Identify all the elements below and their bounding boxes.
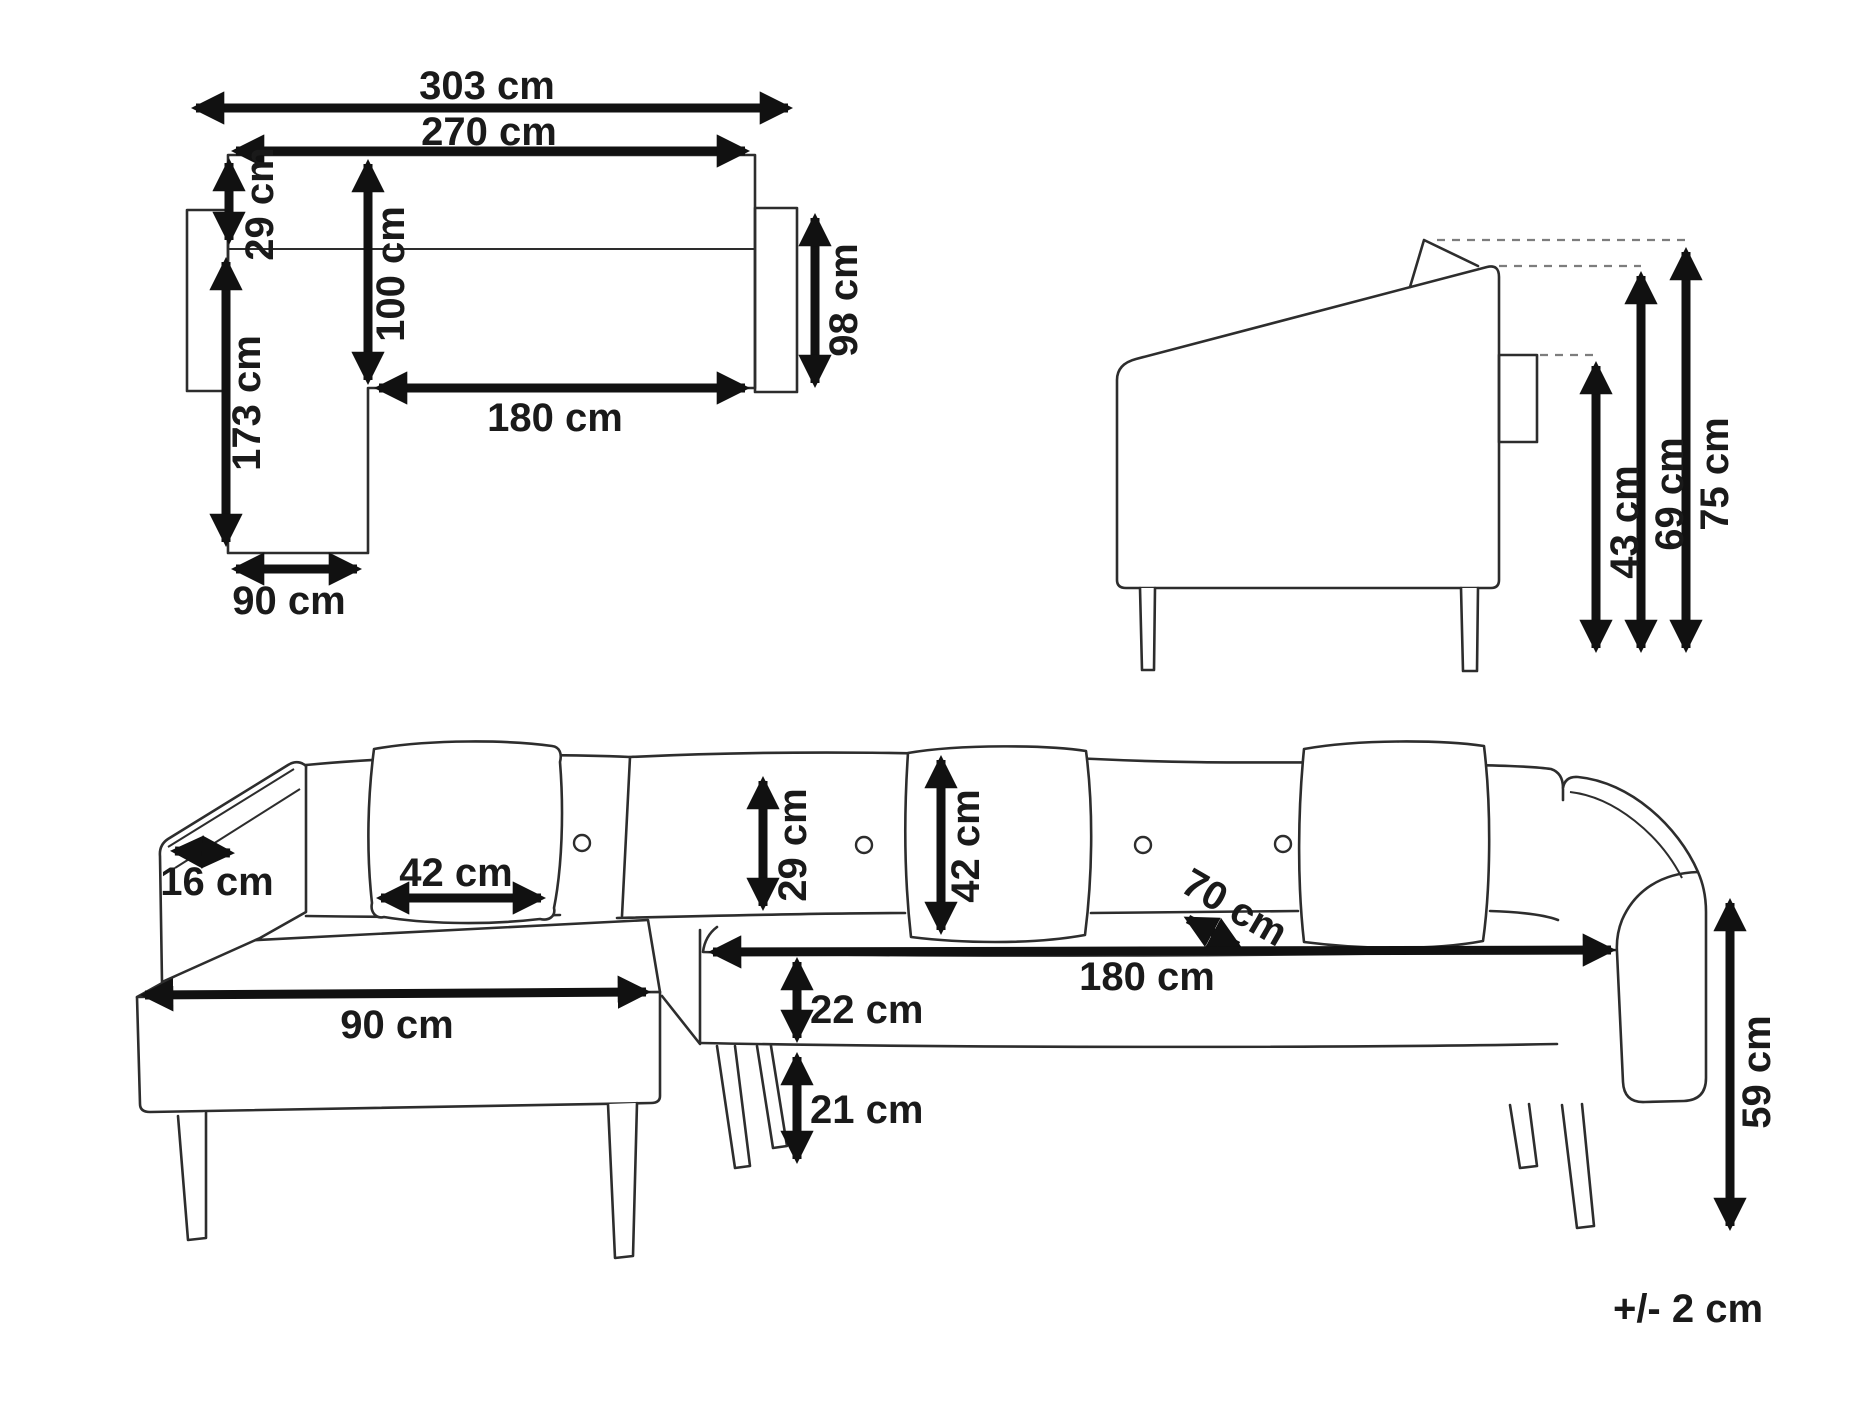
front-view — [137, 741, 1779, 1258]
front-base-corner — [662, 996, 700, 1044]
dim-label-back-cushion-height: 29 cm — [771, 788, 815, 902]
sofa-leg-right-front — [1562, 1104, 1594, 1228]
dim-label-armrest-height: 59 cm — [1735, 1015, 1779, 1129]
dim-label-backrest-depth: 29 cm — [238, 147, 282, 261]
top-view — [187, 64, 866, 623]
plan-body-outline — [228, 155, 755, 553]
dim-label-total-height: 75 cm — [1693, 417, 1737, 531]
dim-label-chaise-length: 173 cm — [225, 335, 269, 471]
front-backrest-bottom-mid — [617, 913, 905, 918]
side-headrest-flap — [1410, 240, 1478, 287]
dim-arrow-seat-width-front — [713, 950, 1611, 952]
dim-label-seat-depth: 70 cm — [1174, 860, 1295, 956]
sofa-leg-mid-back — [757, 1046, 787, 1148]
dim-label-inner-width: 270 cm — [421, 110, 557, 154]
dim-label-side-depth: 98 cm — [822, 243, 866, 357]
side-leg-right — [1461, 588, 1478, 671]
chaise-leg-right — [608, 1103, 637, 1258]
front-base-bottom — [700, 1043, 1557, 1047]
dim-label-armrest-width: 16 cm — [160, 860, 274, 904]
plan-right-armrest — [755, 208, 797, 392]
dim-label-pillow-height: 42 cm — [944, 789, 988, 903]
side-leg-left — [1140, 588, 1155, 670]
dim-label-base-height: 22 cm — [810, 988, 924, 1032]
pillow-right — [1299, 741, 1489, 947]
front-backrest-bottom-end — [1490, 911, 1558, 920]
dim-label-seat-height: 43 cm — [1603, 465, 1647, 579]
front-backrest-seam — [622, 757, 630, 916]
pillow-middle — [905, 746, 1091, 942]
dim-label-total-width: 303 cm — [419, 64, 555, 108]
dim-label-back-height: 69 cm — [1648, 437, 1692, 551]
side-body-outline — [1117, 266, 1499, 588]
front-right-armrest — [1563, 777, 1706, 1102]
sofa-leg-mid-front — [717, 1046, 750, 1168]
backrest-button-3 — [1135, 837, 1151, 853]
side-view — [1117, 240, 1737, 671]
dim-label-chaise-seat-width: 90 cm — [340, 1003, 454, 1047]
dim-arrow-armrest-width — [175, 851, 230, 853]
dim-label-leg-height: 21 cm — [810, 1088, 924, 1132]
dim-arrow-chaise-seat-width — [145, 992, 646, 995]
dim-label-chaise-width-plan: 90 cm — [232, 579, 346, 623]
backrest-button-4 — [1275, 836, 1291, 852]
tolerance-note: +/- 2 cm — [1612, 1287, 1764, 1331]
backrest-button-1 — [574, 835, 590, 851]
sofa-leg-right-back — [1510, 1104, 1537, 1168]
backrest-button-2 — [856, 837, 872, 853]
side-backrest-panel — [1499, 355, 1537, 442]
dim-label-seat-width-front: 180 cm — [1079, 955, 1215, 999]
dim-label-seat-width-plan: 180 cm — [487, 396, 623, 440]
dim-label-total-depth: 100 cm — [369, 206, 413, 342]
dim-label-pillow-width: 42 cm — [399, 851, 513, 895]
chaise-leg-left — [178, 1112, 206, 1240]
